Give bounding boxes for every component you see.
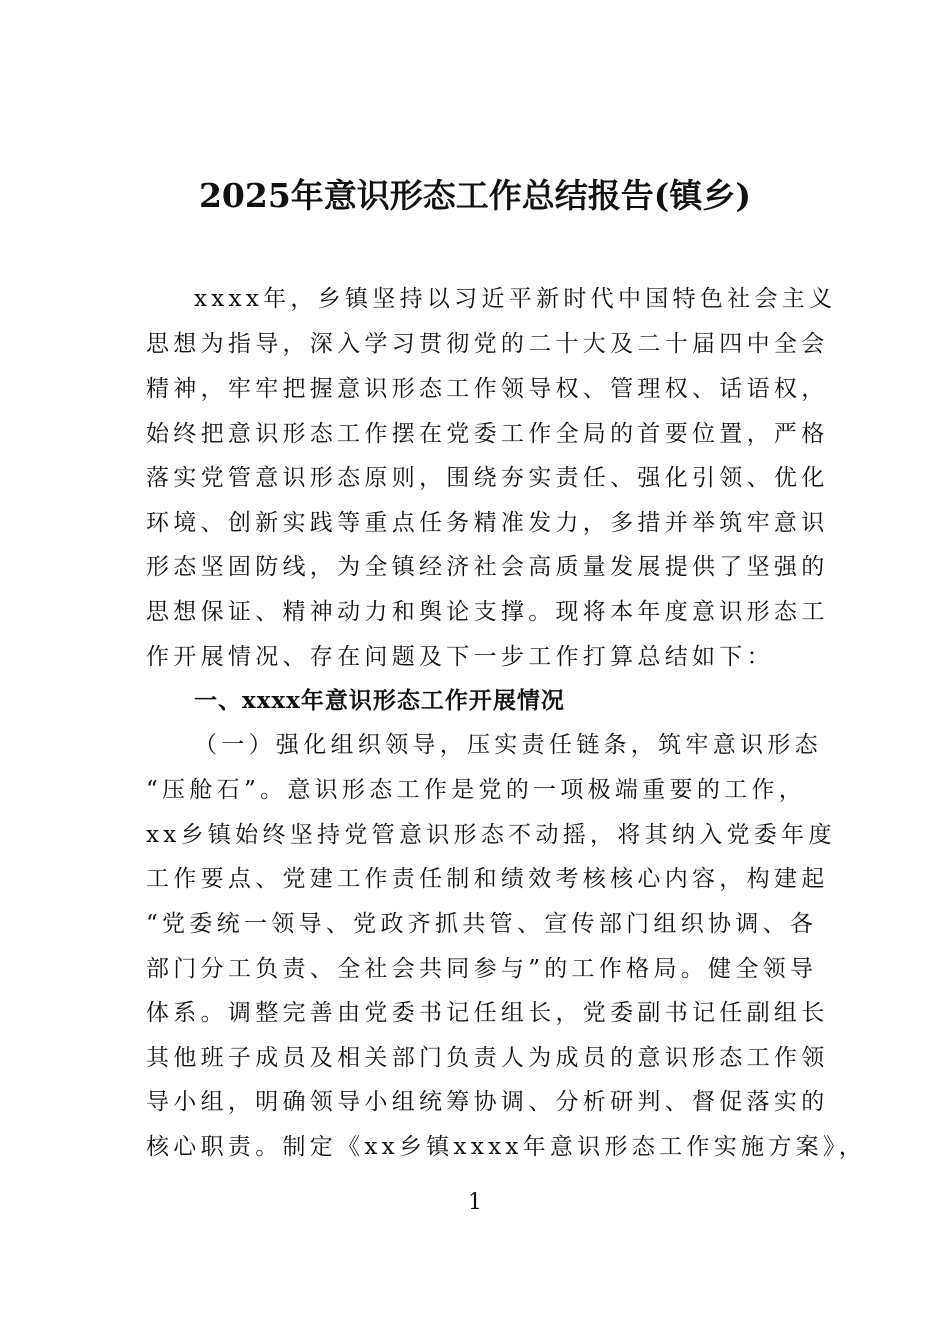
paragraph-line: 始终把意识形态工作摆在党委工作全局的首要位置，严格 bbox=[146, 421, 829, 447]
paragraph-line: 环境、创新实践等重点任务精准发力，多措并举筑牢意识 bbox=[146, 510, 829, 536]
paragraph-line: （一）强化组织领导，压实责任链条，筑牢意识形态 bbox=[194, 732, 822, 758]
document-title: 2025年意识形态工作总结报告(镇乡) bbox=[198, 176, 752, 215]
page-number: 1 bbox=[468, 1190, 482, 1215]
paragraph-line: 核心职责。制定《xx乡镇xxxx年意识形态工作实施方案》， bbox=[146, 1134, 867, 1160]
paragraph-line: “压舱石”。意识形态工作是党的一项极端重要的工作， bbox=[146, 777, 807, 803]
paragraph-line: 体系。调整完善由党委书记任组长，党委副书记任副组长 bbox=[146, 1000, 829, 1026]
paragraph-line: xxxx年，乡镇坚持以习近平新时代中国特色社会主义 bbox=[194, 286, 837, 312]
paragraph-line: 其他班子成员及相关部门负责人为成员的意识形态工作领 bbox=[146, 1045, 829, 1071]
paragraph-line: 部门分工负责、全社会共同参与”的工作格局。健全领导 bbox=[146, 956, 818, 982]
paragraph-line: 形态坚固防线，为全镇经济社会高质量发展提供了坚强的 bbox=[146, 554, 829, 580]
paragraph-line: 落实党管意识形态原则，围绕夯实责任、强化引领、优化 bbox=[146, 465, 829, 491]
paragraph-line: 工作要点、党建工作责任制和绩效考核核心内容，构建起 bbox=[146, 866, 829, 892]
paragraph-line: 思想保证、精神动力和舆论支撑。现将本年度意识形态工 bbox=[146, 599, 829, 625]
section-heading: 一、xxxx年意识形态工作开展情况 bbox=[194, 687, 565, 714]
paragraph-line: “党委统一领导、党政齐抓共管、宣传部门组织协调、各 bbox=[146, 911, 818, 937]
paragraph-line: xx乡镇始终坚持党管意识形态不动摇，将其纳入党委年度 bbox=[146, 822, 836, 848]
paragraph-line: 精神，牢牢把握意识形态工作领导权、管理权、话语权， bbox=[146, 376, 829, 402]
paragraph-line: 导小组，明确领导小组统筹协调、分析研判、督促落实的 bbox=[146, 1089, 829, 1115]
paragraph-line: 作开展情况、存在问题及下一步工作打算总结如下： bbox=[146, 644, 774, 670]
paragraph-line: 思想为指导，深入学习贯彻党的二十大及二十届四中全会 bbox=[146, 331, 829, 357]
